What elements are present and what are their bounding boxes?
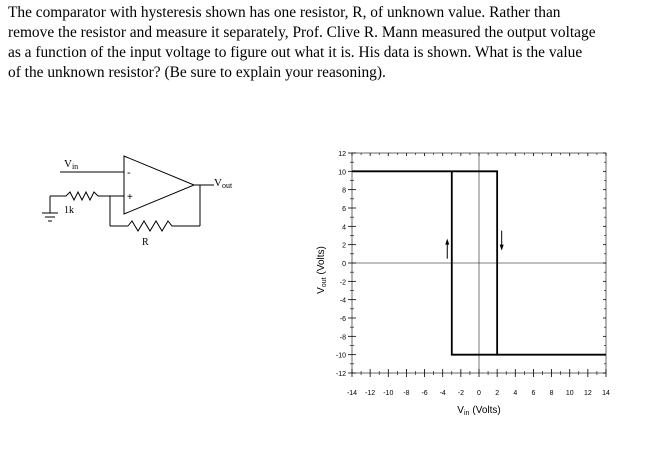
y-tick-label: 8 xyxy=(342,187,346,195)
x-tick-label: 2 xyxy=(495,390,500,397)
y-tick-label: 2 xyxy=(342,242,346,250)
resistor-r-label: R xyxy=(142,237,149,248)
y-tick-label: 10 xyxy=(338,169,346,177)
x-tick-label: 14 xyxy=(602,390,610,397)
x-tick-label: 4 xyxy=(513,390,518,397)
x-tick-label: 0 xyxy=(477,390,481,397)
y-tick-label: -8 xyxy=(339,334,346,342)
vin-label: Vin xyxy=(64,158,79,171)
problem-line-4: of the unknown resistor? (Be sure to explain your reasoning). xyxy=(8,64,386,81)
y-tick-label: -4 xyxy=(339,297,346,305)
y-tick-label: -2 xyxy=(339,279,346,287)
up-arrow-head xyxy=(445,239,449,245)
y-tick-label: 12 xyxy=(338,151,346,158)
x-tick-label: 8 xyxy=(549,390,554,397)
y-tick-label: -12 xyxy=(335,371,346,378)
x-tick-label: 12 xyxy=(583,390,592,397)
x-tick-label: -8 xyxy=(403,390,410,397)
x-tick-label: -14 xyxy=(346,390,358,397)
y-tick-label: -6 xyxy=(339,316,346,323)
y-tick-label: 4 xyxy=(342,224,346,232)
y-axis-label: $V_{out}(Volts)$ xyxy=(316,246,328,294)
x-tick-label: -12 xyxy=(365,390,376,397)
y-tick-label: 0 xyxy=(342,261,346,268)
y-tick-label: -10 xyxy=(335,352,346,360)
down-arrow-head xyxy=(500,245,504,251)
problem-line-2: remove the resistor and measure it separately, Prof. Clive R. Mann measured the output voltage xyxy=(8,24,596,41)
x-tick-label: -6 xyxy=(421,390,428,397)
opamp-minus-sign: - xyxy=(127,167,131,179)
vout-label: Vout xyxy=(214,177,233,190)
y-tick-label: 6 xyxy=(342,206,346,213)
x-tick-label: -4 xyxy=(439,390,446,397)
problem-line-1: The comparator with hysteresis shown has one resistor, R, of unknown value. Rather than xyxy=(8,4,561,21)
x-tick-label: -2 xyxy=(457,390,464,397)
x-axis-label: $V_{in}$ (Volts) xyxy=(457,405,501,417)
problem-line-3: as a function of the input voltage to figure out what it is. His data is shown. What is the value xyxy=(8,44,583,61)
x-tick-label: -10 xyxy=(383,390,394,397)
x-tick-label: 10 xyxy=(565,390,574,397)
x-tick-label: 6 xyxy=(531,390,536,397)
opamp-plus-sign: + xyxy=(127,192,133,203)
resistor-1k-label: 1k xyxy=(64,205,74,216)
